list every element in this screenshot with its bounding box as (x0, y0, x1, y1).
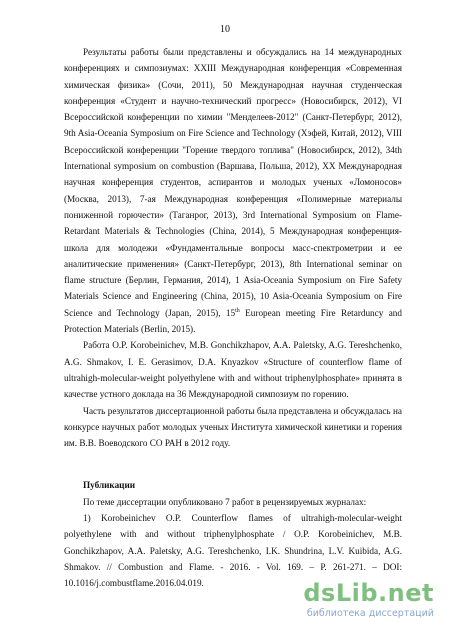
publication-item: 1) Korobeinichev O.P. Counterflow flames of ultrahigh-molecular-weight polyethylene with and without triphenylphosphate / O.P. Korobeinichev, M.B. Gonchikzhapov, A.A. Paletsky, A.G. Tereshchenko, I.K. Shundrina, L.V. Kuibida, A.G. Shmakov. // Combustion and Flame. - 2016. - Vol. 169. – P. 261-271. – DOI: 10.1016/j.combustflame.2016.04.019. (64, 513, 402, 589)
watermark-logo: dsLib.net (303, 579, 434, 607)
conferences-text-tail: European meeting Fire Retarduncy and Protection Materials (Berlin, 2015). (64, 307, 402, 335)
page-number: 10 (220, 24, 230, 35)
document-body (64, 44, 402, 592)
publications-intro: По теме диссертации опубликовано 7 работ в рецензируемых журналах: (83, 496, 367, 507)
watermark (294, 579, 434, 627)
conferences-paragraph (64, 44, 402, 337)
symposium-paper-paragraph: Работа О.P. Korobeinichev, M.B. Gonchikzhapov, A.A. Paletsky, A.G. Tereshchenko, A.G. Shmakov, I. E. Gerasimov, D.A. Knyazkov «Structure of counterflow flame of ultrahigh-molecular-weight polyethylene with and without triphenylphosphate» принята в качестве устного доклада на 36 Международной симпозиум по горению. (64, 340, 402, 400)
publications-heading: Публикации (83, 480, 136, 491)
ordinal-superscript: th (235, 307, 240, 314)
contest-paragraph: Часть результатов диссертационной работы была представлена и обсуждалась на конкурсе научных работ молодых ученых Института химической кинетики и горения им. В.В. Воеводского СО РАН в 2012 году. (64, 405, 402, 449)
watermark-subtitle: библиотека диссертаций (306, 608, 434, 619)
conferences-text: Результаты работы были представлены и обсуждались на 14 международных конференциях и симпозиумах: XXIII Международная конференция «Современная химическая физика» (Сочи, 2011), 50 Международная научная студенческая конференция «Студент и научно-технический прогресс» (Новосибирск, 2012), VI Всероссийской конференции по химии "Менделеев-2012" (Санкт-Петербург, 2012), 9th Asia-Oceania Symposium on Fire Science and Technology (Хэфей, Китай, 2012), VIII Всероссийской конференции "Горение твердого топлива" (Новосибирск, 2012), 34th International symposium on combustion (Варшава, Польша, 2012), XX Международная научная конференция студентов, аспирантов и молодых ученых «Ломоносов» (Москва, 2013), 7-ая Международная конференция «Полимерные материалы пониженной горючести» (Таганрог, 2013), 3rd International Symposium on Flame-Retardant Materials & Technologies (China, 2014), 5 Международная конференция-школа для молодежи «Фундаментальные вопросы масс-спектрометрии и ее аналитические применения» (Санкт-Петербург, 2013), 8th International seminar on flame structure (Берлин, Германия, 2014), 1 Asia-Oceania Symposium on Fire Safety Materials Science and Engineering (China, 2015), 10 Asia-Oceania Symposium on Fire Science and Technology (Japan, 2015), 15 (64, 47, 402, 318)
